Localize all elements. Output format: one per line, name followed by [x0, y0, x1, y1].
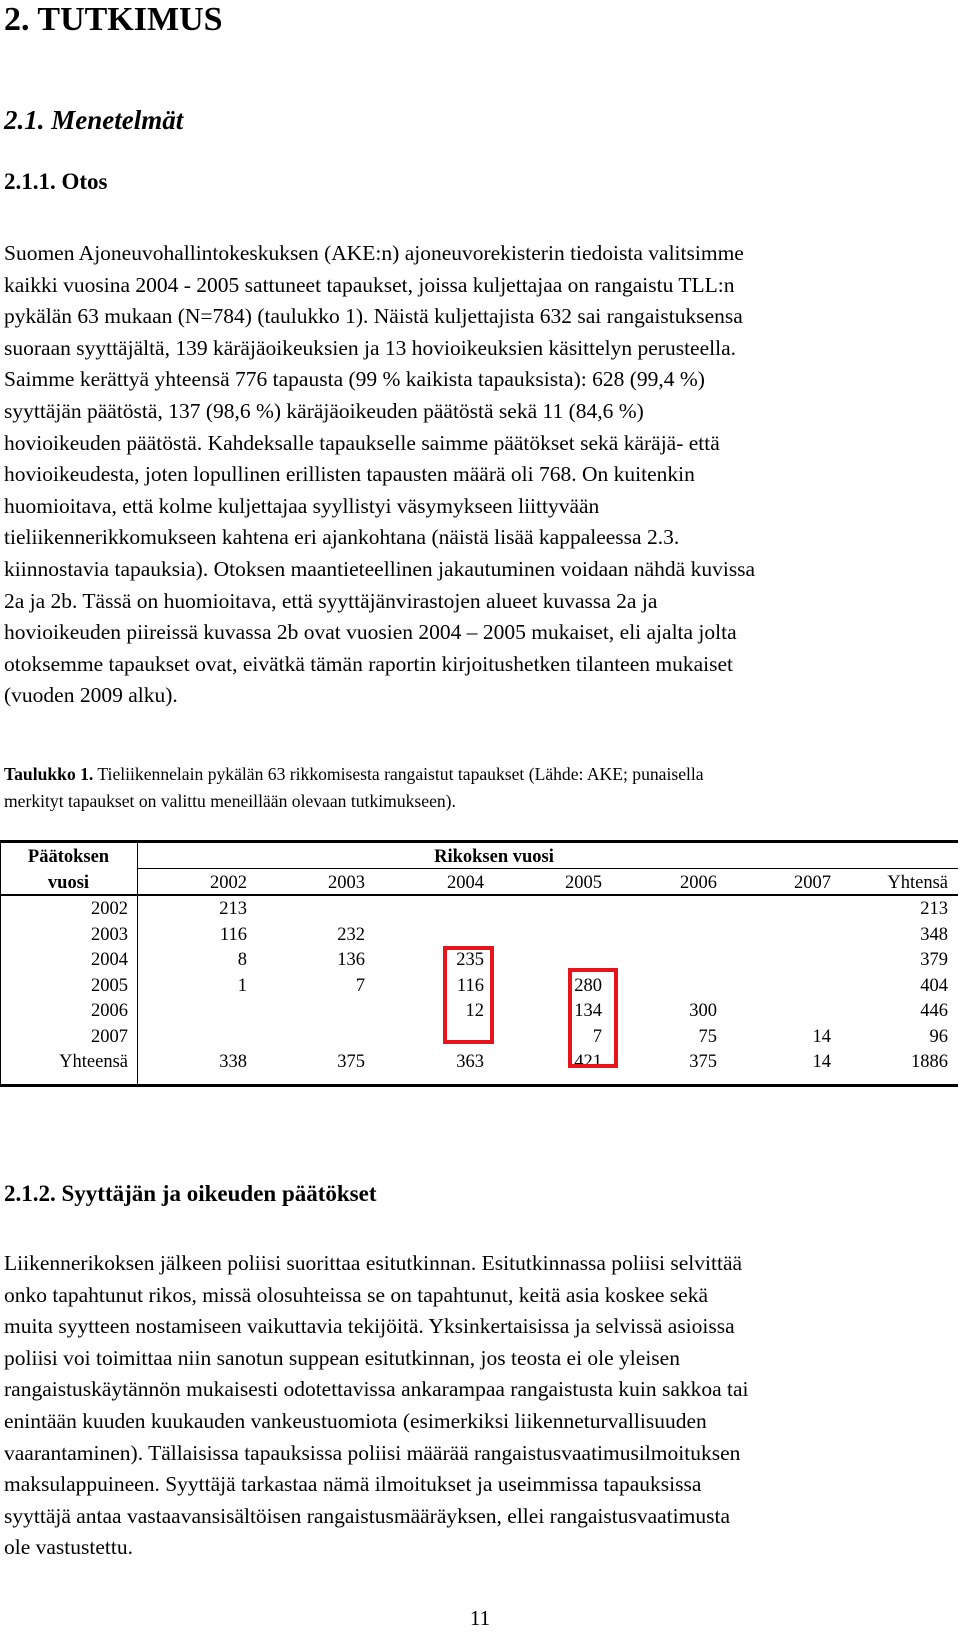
- row-label: Yhteensä: [59, 1052, 128, 1072]
- row-label: 2002: [91, 899, 128, 919]
- table-cell: 213: [219, 899, 247, 919]
- table-cell: 14: [812, 1052, 831, 1072]
- table-cell: 421: [574, 1052, 602, 1072]
- table-cell: 14: [812, 1026, 831, 1047]
- text-line: kaikki vuosina 2004 - 2005 sattuneet tapaukset, joissa kuljettajaa on rangaistu TLL:n: [4, 272, 735, 297]
- table-cell: 75: [698, 1026, 717, 1047]
- text-line: kiinnostavia tapauksia). Otoksen maantieteellinen jakautuminen voidaan nähdä kuvissa: [4, 556, 756, 581]
- column-header: Yhtensä: [887, 873, 948, 893]
- header-left-bottom: vuosi: [47, 873, 90, 893]
- column-header: 2002: [210, 873, 247, 893]
- table-cell: 116: [456, 975, 484, 996]
- text-line: syyttäjä antaa vastaavansisältöisen rangaistusmääräyksen, ellei rangaistusvaatimusta: [4, 1503, 730, 1528]
- table-cell: 300: [689, 1001, 717, 1021]
- data-table: [0, 840, 960, 1088]
- text-line: huomioitava, että kolme kuljettajaa syyllistyi väsymykseen liittyvään: [4, 493, 600, 518]
- table-cell: 348: [920, 924, 948, 945]
- text-line: 2a ja 2b. Tässä on huomioitava, että syyttäjänvirastojen alueet kuvassa 2a ja: [4, 588, 658, 613]
- row-label: 2007: [91, 1026, 128, 1047]
- row-label: 2003: [91, 924, 128, 945]
- table-cell: 363: [456, 1052, 484, 1072]
- table-cell: 404: [920, 975, 948, 996]
- table-caption: [4, 761, 944, 815]
- table-cell: 446: [920, 1001, 948, 1021]
- table-cell: 280: [574, 975, 602, 996]
- header-group: Rikoksen vuosi: [434, 847, 554, 867]
- table-rule-col: [137, 840, 138, 1087]
- text-line: pykälän 63 mukaan (N=784) (taulukko 1). Näistä kuljettajista 632 sai rangaistuksensa: [4, 304, 743, 329]
- table-cell: 134: [574, 1001, 602, 1021]
- text-line: Liikennerikoksen jälkeen poliisi suorittaa esitutkinnan. Esitutkinnassa poliisi selvittää: [4, 1251, 743, 1275]
- text-line: Suomen Ajoneuvohallintokeskuksen (AKE:n) ajoneuvorekisterin tiedoista valitsimme: [4, 241, 744, 265]
- text-line: tieliikennerikkomukseen kahtena eri ajankohtana (näistä lisää kappaleessa 2.3.: [4, 525, 680, 550]
- page-number: 11: [469, 1606, 491, 1630]
- caption-text: merkityt tapaukset on valittu meneillään olevaan tutkimukseen).: [4, 791, 456, 811]
- highlight-box-2005: [568, 968, 618, 1068]
- paragraph-decisions: [4, 1248, 944, 1564]
- text-line: syyttäjän päätöstä, 137 (98,6 %) käräjäoikeuden päätöstä sekä 11 (84,6 %): [4, 398, 644, 423]
- table-cell: 1886: [911, 1052, 948, 1072]
- column-header: 2006: [680, 873, 717, 893]
- text-line: enintään kuuden kuukauden vankeustuomiota (esimerkiksi liikenneturvallisuuden: [4, 1408, 707, 1433]
- table-cell: 213: [920, 899, 948, 919]
- header-left-top: Päätoksen: [27, 847, 110, 867]
- text-line: (vuoden 2009 alku).: [4, 683, 178, 708]
- table-cell: 96: [929, 1026, 948, 1047]
- table-cell: 235: [456, 950, 484, 970]
- table-rule-bottom: [0, 1084, 958, 1087]
- text-line: suoraan syyttäjältä, 139 käräjäoikeuksien ja 13 hovioikeuksien käsittelyn perusteella.: [4, 335, 736, 360]
- highlight-box-2004: [443, 946, 494, 1044]
- text-line: maksulappuineen. Syyttäjä tarkastaa nämä ilmoitukset ja useimmissa tapauksissa: [4, 1472, 702, 1497]
- row-label: 2004: [91, 950, 128, 970]
- table-cell: 1: [237, 975, 247, 996]
- table-cell: 12: [465, 1001, 484, 1021]
- text-line: vaarantaminen). Tällaisissa tapauksissa poliisi määrää rangaistusvaatimusilmoituksen: [4, 1440, 741, 1465]
- caption-label: Taulukko 1.: [4, 764, 94, 784]
- text-line: muita syytteen nostamiseen vaikuttavia tekijöitä. Yksinkertaisissa ja selvissä asioissa: [4, 1314, 735, 1339]
- table-cell: 338: [219, 1052, 247, 1072]
- text-line: hovioikeudesta, joten lopullinen erillisten tapausten määrä oli 768. On kuitenkin: [4, 462, 695, 487]
- row-label: 2005: [91, 975, 128, 996]
- text-line: poliisi voi toimittaa niin sanotun suppean esitutkinnan, jos teosta ei ole yleisen: [4, 1345, 680, 1370]
- table-cell: 7: [592, 1026, 602, 1047]
- text-line: ole vastustettu.: [4, 1535, 133, 1560]
- section-heading: 2.1. Menetelmät: [4, 105, 184, 135]
- text-line: rangaistuskäytännön mukaisesti odotettavissa ankarampaa rangaistusta kuin sakkoa tai: [4, 1377, 749, 1402]
- subsection-heading-decisions: 2.1.2. Syyttäjän ja oikeuden päätökset: [4, 1181, 377, 1206]
- subsection-heading-otos: 2.1.1. Otos: [4, 169, 108, 194]
- chapter-heading: 2. TUTKIMUS: [4, 1, 223, 38]
- text-line: onko tapahtunut rikos, missä olosuhteissa se on tapahtunut, keitä asia koskee sekä: [4, 1282, 708, 1307]
- column-header: 2005: [565, 873, 602, 893]
- caption-text: Tieliikennelain pykälän 63 rikkomisesta rangaistut tapaukset (Lähde: AKE; punaisella: [93, 764, 704, 784]
- table-cell: 116: [219, 924, 247, 945]
- column-header: 2007: [794, 873, 831, 893]
- table-cell: 375: [689, 1052, 717, 1072]
- table-cell: 379: [920, 950, 948, 970]
- column-header: 2003: [328, 873, 365, 893]
- row-label: 2006: [91, 1001, 128, 1021]
- table-cell: 8: [237, 950, 247, 970]
- table-cell: 7: [355, 975, 365, 996]
- paragraph-otos: [4, 238, 944, 712]
- text-line: otoksemme tapaukset ovat, eivätkä tämän raportin kirjoitushetken tilanteen mukaiset: [4, 651, 733, 676]
- column-header: 2004: [447, 873, 484, 893]
- table-cell: 375: [337, 1052, 365, 1072]
- text-line: Saimme kerättyä yhteensä 776 tapausta (99 % kaikista tapauksista): 628 (99,4 %): [4, 367, 705, 392]
- table-rule-top: [0, 840, 958, 843]
- table-cell: 136: [337, 950, 365, 970]
- table-cell: 232: [337, 924, 365, 945]
- text-line: hovioikeuden piireissä kuvassa 2b ovat vuosien 2004 – 2005 mukaiset, eli ajalta jolta: [4, 620, 737, 645]
- text-line: hovioikeuden päätöstä. Kahdeksalle tapaukselle saimme päätökset sekä käräjä- että: [4, 430, 720, 455]
